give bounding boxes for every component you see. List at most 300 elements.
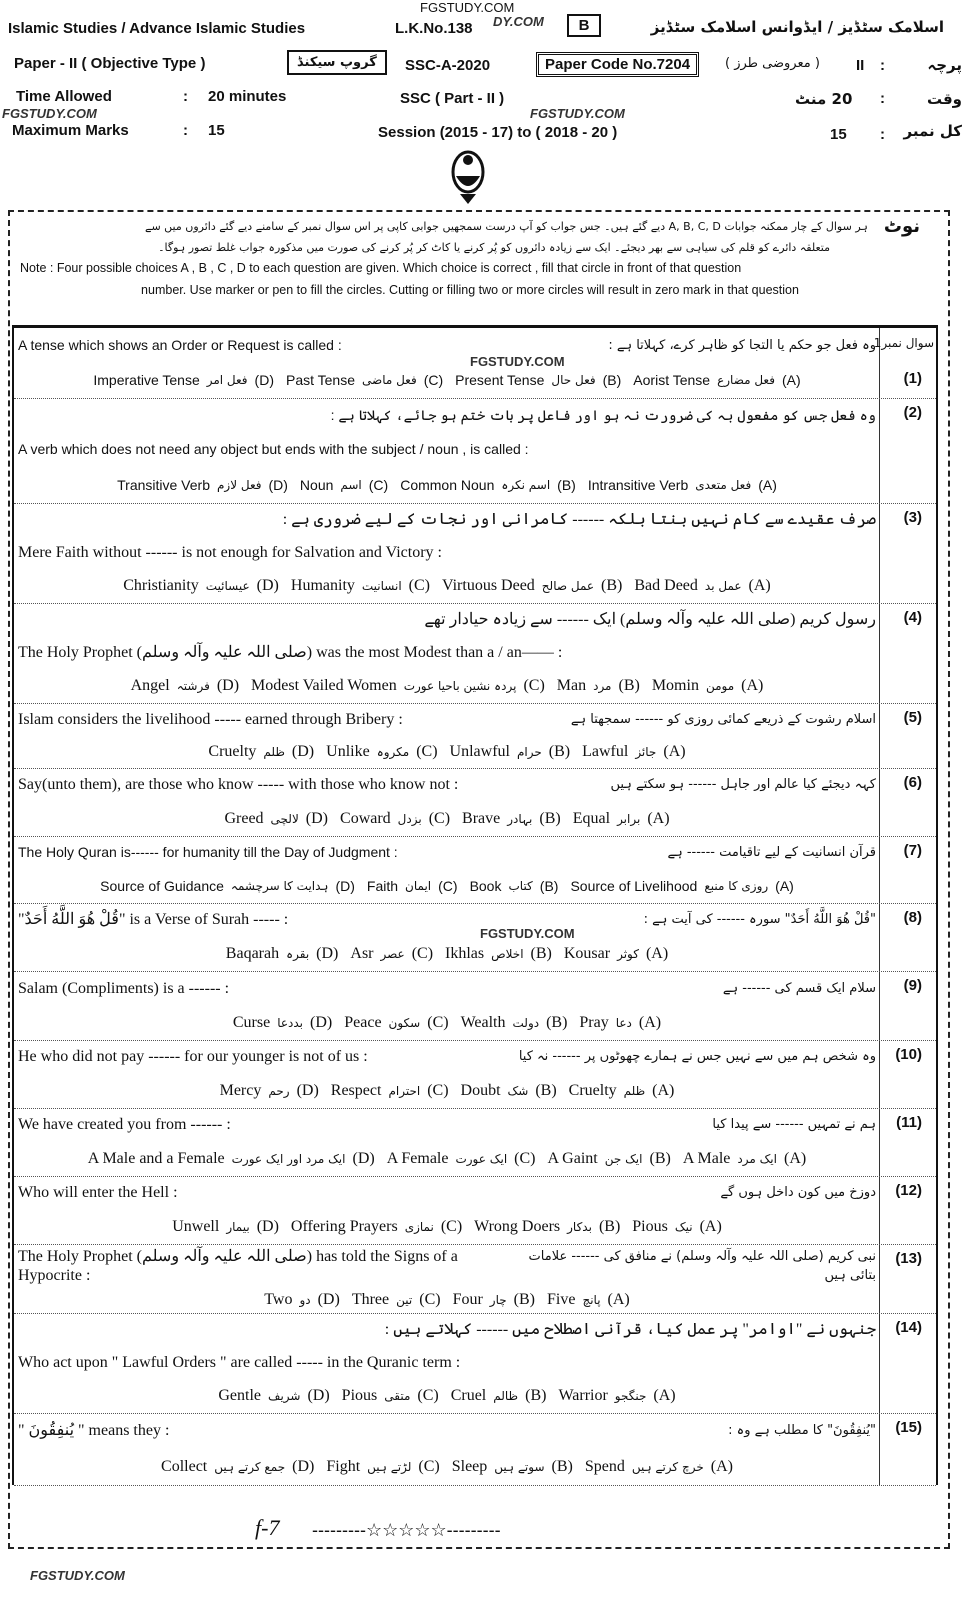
option-a[interactable] [652, 676, 764, 696]
option-c[interactable] [251, 676, 545, 696]
option-letter: (A) [638, 1013, 662, 1031]
option-d[interactable] [131, 676, 239, 696]
signature: f-7 [255, 1515, 280, 1540]
option-letter: (B) [535, 1081, 557, 1099]
option-letter: (D) [335, 878, 355, 894]
option-text-english: Warrior [558, 1387, 608, 1404]
question-text-english: "قُلْ هُوَ اللَّهُ أَحَدٌ" is a Verse of Surah ----- : [18, 911, 289, 929]
option-letter: (C) [428, 809, 451, 827]
option-text-urdu: پانچ [582, 1293, 601, 1308]
option-letter: (B) [557, 477, 576, 494]
option-text-urdu: رحم [268, 1083, 290, 1098]
option-text-english: Cruelty [208, 742, 257, 760]
question-number: (15) [895, 1419, 922, 1436]
question-text-english: Say(unto them), are those who know ----- with those who know not : [18, 776, 459, 794]
watermark: FGSTUDY.COM [470, 354, 565, 369]
question-row [14, 836, 936, 904]
options-list [18, 876, 876, 896]
group-badge: گروپ سیکنڈ [287, 50, 387, 75]
option-text-urdu: روزی کا منبع [704, 879, 769, 893]
question-line [18, 775, 876, 794]
option-text-english: Pious [341, 1387, 378, 1404]
question-row [14, 603, 936, 704]
paper-version-badge: B [567, 14, 601, 37]
question-number: (7) [903, 842, 922, 859]
option-text-urdu: اخلاص [491, 946, 524, 961]
options-list [18, 370, 876, 390]
option-text-urdu: ہدایت کا سرچشمہ [230, 879, 329, 893]
question-text-english: The Holy Prophet (صلی اللہ علیہ وآلہ وسلم) has told the Signs of a Hypocrite : [18, 1247, 458, 1284]
option-d[interactable] [224, 809, 328, 829]
option-text-english: Two [264, 1291, 293, 1309]
question-text-urdu: رسول کریم (صلی اللہ علیہ وآلہ وسلم) ایک ------ سے زیادہ حیادار تھے [424, 611, 876, 628]
option-text-urdu: مومن [705, 679, 735, 693]
option-text-english: A Male [682, 1149, 731, 1167]
question-text-urdu: ہم نے تمہیں ------ سے پیدا کیا [712, 1117, 876, 1133]
option-text-urdu: ایک جن [604, 1151, 643, 1166]
question-row [14, 503, 936, 604]
option-text-urdu: ایک مرد اور ایک عورت [231, 1151, 346, 1166]
option-a[interactable] [633, 370, 800, 390]
question-number: (4) [903, 609, 922, 626]
question-line [18, 910, 876, 929]
option-text-urdu: خرچ کرتے ہیں [631, 1459, 704, 1474]
question-text-urdu: جنہوں نے "اوامر" پر عمل کیا، قرآنی اصطلاح میں ------ کہلاتے ہیں : [384, 1321, 876, 1338]
options-list [18, 576, 876, 596]
option-letter: (D) [305, 809, 329, 827]
option-d[interactable] [208, 742, 314, 762]
option-c[interactable] [326, 1457, 439, 1477]
question-number: (5) [903, 709, 922, 726]
option-text-english: Common Noun [400, 477, 495, 494]
colon: : [880, 90, 885, 107]
question-text-urdu: "يُنفِقُونَ" کا مطلب ہے وہ : [728, 1423, 876, 1439]
question-text-urdu: سلام ایک قسم کی ------ ہے [722, 980, 876, 996]
option-text-urdu: فعل متعدی [695, 478, 752, 493]
option-d[interactable] [88, 1149, 375, 1169]
option-text-urdu: تین [396, 1293, 413, 1308]
option-c[interactable] [326, 742, 437, 762]
option-letter: (A) [783, 1149, 807, 1167]
option-letter: (B) [602, 372, 622, 389]
option-text-urdu: عمل صالح [541, 579, 595, 593]
option-text-urdu: ظلم [263, 744, 285, 759]
question-content [18, 1176, 876, 1244]
option-letter: (B) [548, 742, 571, 760]
option-text-english: Collect [161, 1457, 208, 1475]
option-d[interactable] [264, 1290, 340, 1310]
option-letter: (C) [408, 577, 430, 594]
option-text-urdu: بددعا [277, 1015, 304, 1030]
option-text-urdu: دولت [512, 1015, 540, 1030]
note-label-urdu: نوٹ [883, 216, 920, 237]
option-text-english: Unlawful [449, 742, 510, 760]
option-text-urdu: فرشتہ [176, 679, 210, 693]
option-letter: (B) [525, 1387, 547, 1404]
option-text-urdu: بیمار [226, 1219, 250, 1234]
option-b[interactable] [461, 1081, 557, 1101]
option-text-english: Pious [632, 1217, 668, 1235]
watermark: FGSTUDY.COM [480, 926, 575, 941]
question-content [18, 328, 876, 398]
option-b[interactable] [453, 1290, 535, 1310]
options-list [18, 1290, 876, 1310]
option-letter: (A) [653, 1387, 676, 1404]
option-text-urdu: مرد [593, 679, 612, 693]
options-list [18, 742, 876, 762]
option-text-urdu: برابر [617, 811, 641, 826]
option-b[interactable] [451, 1386, 547, 1406]
option-text-english: Unwell [172, 1217, 220, 1235]
option-c[interactable] [352, 1290, 441, 1310]
question-text-english: A tense which shows an Order or Request is called : [18, 336, 342, 353]
option-b[interactable] [455, 370, 621, 390]
option-text-urdu: فعل لازم [216, 478, 262, 493]
option-text-urdu: بدکار [567, 1219, 592, 1234]
question-number: (12) [895, 1182, 922, 1199]
question-header-urdu: سوال نمبر1 [873, 336, 934, 350]
option-a[interactable] [683, 1149, 806, 1169]
option-text-urdu: نیک [674, 1219, 693, 1234]
option-d[interactable] [233, 1013, 332, 1033]
colon: : [880, 57, 885, 74]
option-c[interactable] [291, 576, 430, 596]
option-letter: (B) [539, 809, 561, 827]
question-content [18, 836, 876, 903]
option-letter: (C) [440, 1217, 463, 1235]
option-d[interactable] [123, 576, 279, 596]
option-text-urdu: عصر [380, 946, 405, 961]
option-a[interactable] [547, 1290, 630, 1310]
option-letter: (B) [530, 944, 552, 962]
option-letter: (D) [268, 477, 288, 494]
option-d[interactable] [226, 944, 339, 964]
option-text-urdu: نمازی [404, 1219, 434, 1234]
question-line [18, 1421, 876, 1440]
option-c[interactable] [387, 1149, 536, 1169]
option-b[interactable] [474, 1217, 620, 1237]
subject-title-urdu: اسلامک سٹڈیز / ایڈوانس اسلامک سٹڈیز [650, 18, 944, 36]
option-letter: (A) [607, 1291, 630, 1309]
question-text-urdu: وہ شخص ہم میں سے نہیں جس نے ہمارے چھوٹوں پر ------ نہ کیا [518, 1049, 876, 1065]
option-a[interactable] [632, 1217, 722, 1237]
question-text-english: The Holy Quran is------ for humanity till the Day of Judgment : [18, 844, 398, 860]
option-text-english: Respect [330, 1081, 382, 1099]
option-letter: (A) [647, 809, 670, 827]
option-text-english: Curse [232, 1013, 271, 1031]
question-text-english: " يُنفِقُونَ " means they : [18, 1422, 170, 1440]
option-text-urdu: عیسائیت [205, 579, 250, 593]
instructions-note [20, 216, 920, 298]
option-b[interactable] [557, 676, 640, 696]
option-b[interactable] [461, 1013, 568, 1033]
option-text-english: Lawful [582, 742, 629, 760]
question-row [14, 1176, 936, 1245]
time-urdu: 20 منٹ [795, 90, 853, 108]
option-text-urdu: کوثر [617, 946, 639, 961]
question-row [14, 1313, 936, 1414]
option-text-english: Sleep [451, 1457, 488, 1475]
watermark: DY.COM [493, 14, 544, 29]
question-row [14, 398, 936, 504]
time-label: Time Allowed [16, 88, 112, 105]
option-text-english: Book [469, 878, 502, 894]
option-text-urdu: ایک مرد [737, 1151, 777, 1166]
option-b[interactable] [547, 1149, 670, 1169]
question-text-urdu: صرف عقیدے سے کام نہیں بنتا بلکہ ------ کامرانی اور نجات کے لیے ضروری ہے : [282, 511, 876, 528]
option-letter: (C) [416, 742, 438, 760]
option-text-urdu: بہادر [507, 811, 533, 826]
question-row [14, 1040, 936, 1109]
session: Session (2015 - 17) to ( 2018 - 20 ) [378, 124, 618, 141]
option-a[interactable] [585, 1457, 733, 1477]
option-text-english: Peace [344, 1013, 382, 1031]
question-text-urdu: "قُلْ هُوَ اللَّهُ أَحَدٌ" سورہ ------ کی آیت ہے : [643, 912, 876, 928]
question-text-urdu: وہ فعل جس کو مفعول بہ کی ضرورت نہ ہو اور فاعل پر بات ختم ہو جائے، کہلاتا ہے : [330, 406, 876, 423]
option-c[interactable] [342, 1386, 439, 1406]
question-line [18, 1247, 876, 1285]
option-text-urdu: فعل امر [206, 373, 248, 388]
paper-code-badge: Paper Code No.7204 [536, 52, 699, 77]
option-letter: (C) [418, 1457, 440, 1475]
option-letter: (B) [513, 1291, 535, 1309]
question-line [18, 1047, 876, 1066]
paper-type-urdu: ( معروضی طرز ) [725, 56, 820, 71]
option-a[interactable] [588, 475, 777, 495]
option-text-english: Noun [299, 477, 334, 494]
option-text-english: A Gaint [547, 1149, 598, 1167]
option-a[interactable] [634, 576, 770, 596]
option-text-english: Mercy [219, 1081, 262, 1099]
question-text-english: Who act upon " Lawful Orders " are called ----- in the Quranic term : [18, 1354, 461, 1371]
question-content [18, 398, 876, 503]
option-c[interactable] [291, 1217, 462, 1237]
option-letter: (A) [741, 677, 764, 694]
option-b[interactable] [445, 944, 552, 964]
option-b[interactable] [470, 876, 559, 896]
option-text-english: Modest Vailed Women [251, 677, 397, 694]
option-a[interactable] [564, 944, 668, 964]
option-text-urdu: متقی [384, 1389, 411, 1403]
option-b[interactable] [442, 576, 622, 596]
question-row [14, 1108, 936, 1177]
option-text-english: Greed [224, 809, 264, 827]
option-d[interactable] [218, 1386, 329, 1406]
question-content [18, 768, 876, 836]
option-c[interactable] [350, 944, 433, 964]
question-row [14, 703, 936, 769]
option-text-english: Spend [584, 1457, 625, 1475]
option-text-urdu: ظلم [623, 1083, 646, 1098]
question-number: (14) [895, 1319, 922, 1336]
option-letter: (C) [417, 1387, 439, 1404]
option-text-english: Faith [366, 878, 399, 894]
paper-number: II [856, 57, 865, 74]
question-number: (3) [903, 509, 922, 526]
option-text-urdu: چار [489, 1293, 507, 1308]
option-text-urdu: ایمان [405, 879, 432, 893]
option-b[interactable] [452, 1457, 573, 1477]
time-value: 20 minutes [208, 88, 287, 105]
option-text-urdu: جائز [635, 744, 657, 759]
marks-label-urdu: کل نمبر [903, 122, 962, 140]
option-letter: (D) [310, 1013, 333, 1031]
option-text-urdu: بزدل [397, 811, 422, 826]
question-content [18, 1040, 876, 1108]
option-text-urdu: عمل بد [704, 579, 742, 593]
option-text-english: Christianity [123, 577, 199, 594]
question-content [18, 603, 876, 703]
question-text-english: He who did not pay ------ for our younger is not of us : [18, 1048, 368, 1066]
option-letter: (C) [438, 878, 458, 894]
lk-number: L.K.No.138 [395, 20, 473, 37]
option-letter: (C) [368, 477, 389, 494]
option-c[interactable] [300, 475, 388, 495]
option-a[interactable] [569, 1081, 675, 1101]
options-list [18, 1149, 876, 1169]
paper-type: Paper - II ( Objective Type ) [14, 55, 206, 72]
question-text-urdu: کہہ دیجئے کیا عالم اور جاہل ------ ہو سکتے ہیں [610, 777, 876, 793]
option-text-english: Wrong Doers [474, 1217, 561, 1235]
question-number: (9) [903, 977, 922, 994]
option-letter: (C) [419, 1291, 441, 1309]
option-text-english: Offering Prayers [290, 1217, 398, 1235]
option-letter: (D) [307, 1387, 330, 1404]
question-content [18, 971, 876, 1040]
question-content [18, 1244, 876, 1313]
option-text-english: Four [452, 1291, 483, 1309]
options-list [18, 676, 876, 696]
marks-label: Maximum Marks [12, 122, 129, 139]
option-letter: (C) [523, 677, 545, 694]
option-a[interactable] [579, 1013, 661, 1033]
option-letter: (B) [539, 878, 559, 894]
question-content [18, 1108, 876, 1176]
option-text-english: Brave [462, 809, 501, 827]
options-list [18, 475, 876, 495]
question-line [18, 1115, 876, 1134]
option-letter: (A) [748, 577, 771, 594]
question-content [18, 1313, 876, 1413]
option-letter: (C) [427, 1013, 449, 1031]
question-number: (6) [903, 774, 922, 791]
option-text-english: Bad Deed [634, 577, 698, 594]
option-b[interactable] [462, 809, 561, 829]
option-text-urdu: پردہ نشین باحیا عورت [403, 679, 517, 693]
option-d[interactable] [100, 876, 355, 896]
option-d[interactable] [172, 1217, 279, 1237]
question-text-english: The Holy Prophet (صلی اللہ علیہ وآلہ وسلم) was the most Modest than a / an—— : [18, 644, 563, 661]
option-letter: (C) [411, 944, 434, 962]
option-d[interactable] [117, 475, 288, 495]
question-line [18, 336, 876, 355]
board-logo [448, 146, 488, 206]
note-text-urdu: متعلقہ دائرے کو قلم کی سیاہی سے بھر دیجئے۔ ایک سے زیادہ دائروں کو پُر کرنے یا کاٹ کر پُر کرنے کی صورت میں مذکورہ جواب غلط تصور ہوگا۔ [158, 241, 830, 254]
option-text-english: Gentle [218, 1387, 262, 1404]
question-number: (13) [895, 1250, 922, 1267]
option-text-urdu: دعا [615, 1015, 632, 1030]
option-letter: (A) [775, 878, 794, 894]
option-text-english: A Female [386, 1149, 449, 1167]
question-text-english: Salam (Compliments) is a ------ : [18, 979, 230, 997]
option-text-english: Source of Guidance [100, 878, 224, 894]
option-a[interactable] [570, 876, 793, 896]
option-d[interactable] [220, 1081, 319, 1101]
marks-value: 15 [208, 122, 225, 139]
option-text-urdu: دو [299, 1293, 311, 1308]
question-row [14, 1244, 936, 1314]
option-text-english: Three [351, 1291, 390, 1309]
option-text-english: Wealth [460, 1013, 506, 1031]
option-text-urdu: جنگجو [614, 1389, 647, 1403]
option-a[interactable] [573, 809, 670, 829]
option-letter: (B) [546, 1013, 568, 1031]
option-text-urdu: جمع کرتے ہیں [214, 1459, 286, 1474]
option-letter: (C) [514, 1149, 536, 1167]
option-c[interactable] [367, 876, 458, 896]
option-text-english: Cruelty [568, 1081, 617, 1099]
option-letter: (D) [254, 372, 274, 389]
option-text-urdu: ایک عورت [455, 1151, 508, 1166]
question-line [18, 843, 876, 862]
question-text-english: A verb which does not need any object but ends with the subject / noun , is called : [18, 441, 529, 458]
option-text-english: Momin [651, 677, 699, 694]
option-text-english: Cruel [450, 1387, 487, 1404]
option-text-urdu: اسم نکرہ [501, 478, 551, 493]
note-text-urdu: ہر سوال کے چار ممکنہ جوابات A, B, C, D دیے گئے ہیں۔ جس جواب کو آپ درست سمجھیں جوابی کاپی پر اس سوال نمبر کے سامنے دیے گئے دائروں میں سے [145, 220, 868, 233]
option-letter: (D) [256, 1217, 279, 1235]
option-letter: (D) [317, 1291, 340, 1309]
option-c[interactable] [331, 1081, 449, 1101]
option-d[interactable] [161, 1457, 314, 1477]
option-text-english: Coward [340, 809, 391, 827]
question-text-urdu: قرآن انسانیت کے لیے تاقیامت ------ ہے [667, 845, 876, 860]
option-c[interactable] [344, 1013, 448, 1033]
question-text-english: We have created you from ------ : [18, 1116, 231, 1134]
questions-table [12, 325, 938, 1485]
option-text-english: Equal [572, 809, 611, 827]
option-a[interactable] [582, 742, 685, 762]
question-text-english: Islam considers the livelihood ----- earned through Bribery : [18, 710, 403, 728]
colon: : [183, 88, 188, 105]
colon: : [183, 122, 188, 139]
watermark: FGSTUDY.COM [530, 106, 625, 121]
question-line [18, 710, 876, 729]
option-letter: (D) [296, 1081, 319, 1099]
options-list [18, 809, 876, 829]
watermark: FGSTUDY.COM [2, 106, 97, 121]
option-letter: (A) [758, 477, 777, 494]
options-list [18, 1457, 876, 1477]
note-text-english: Note : Four possible choices A , B , C , D to each question are given. Which choice is correct , fill that circle in front of that question [20, 261, 742, 275]
option-b[interactable] [400, 475, 576, 495]
option-letter: (B) [598, 1217, 621, 1235]
option-letter: (B) [551, 1457, 573, 1475]
option-c[interactable] [340, 809, 450, 829]
option-letter: (D) [216, 677, 240, 694]
option-text-english: Pray [579, 1013, 609, 1031]
option-b[interactable] [450, 742, 571, 762]
option-letter: (D) [316, 944, 339, 962]
option-text-urdu: شریف [268, 1389, 301, 1403]
option-d[interactable] [93, 370, 274, 390]
option-letter: (A) [710, 1457, 733, 1475]
option-text-english: Virtuous Deed [442, 577, 535, 594]
option-letter: (A) [663, 742, 686, 760]
option-c[interactable] [286, 370, 443, 390]
option-a[interactable] [558, 1386, 675, 1406]
watermark: FGSTUDY.COM [30, 1568, 125, 1583]
